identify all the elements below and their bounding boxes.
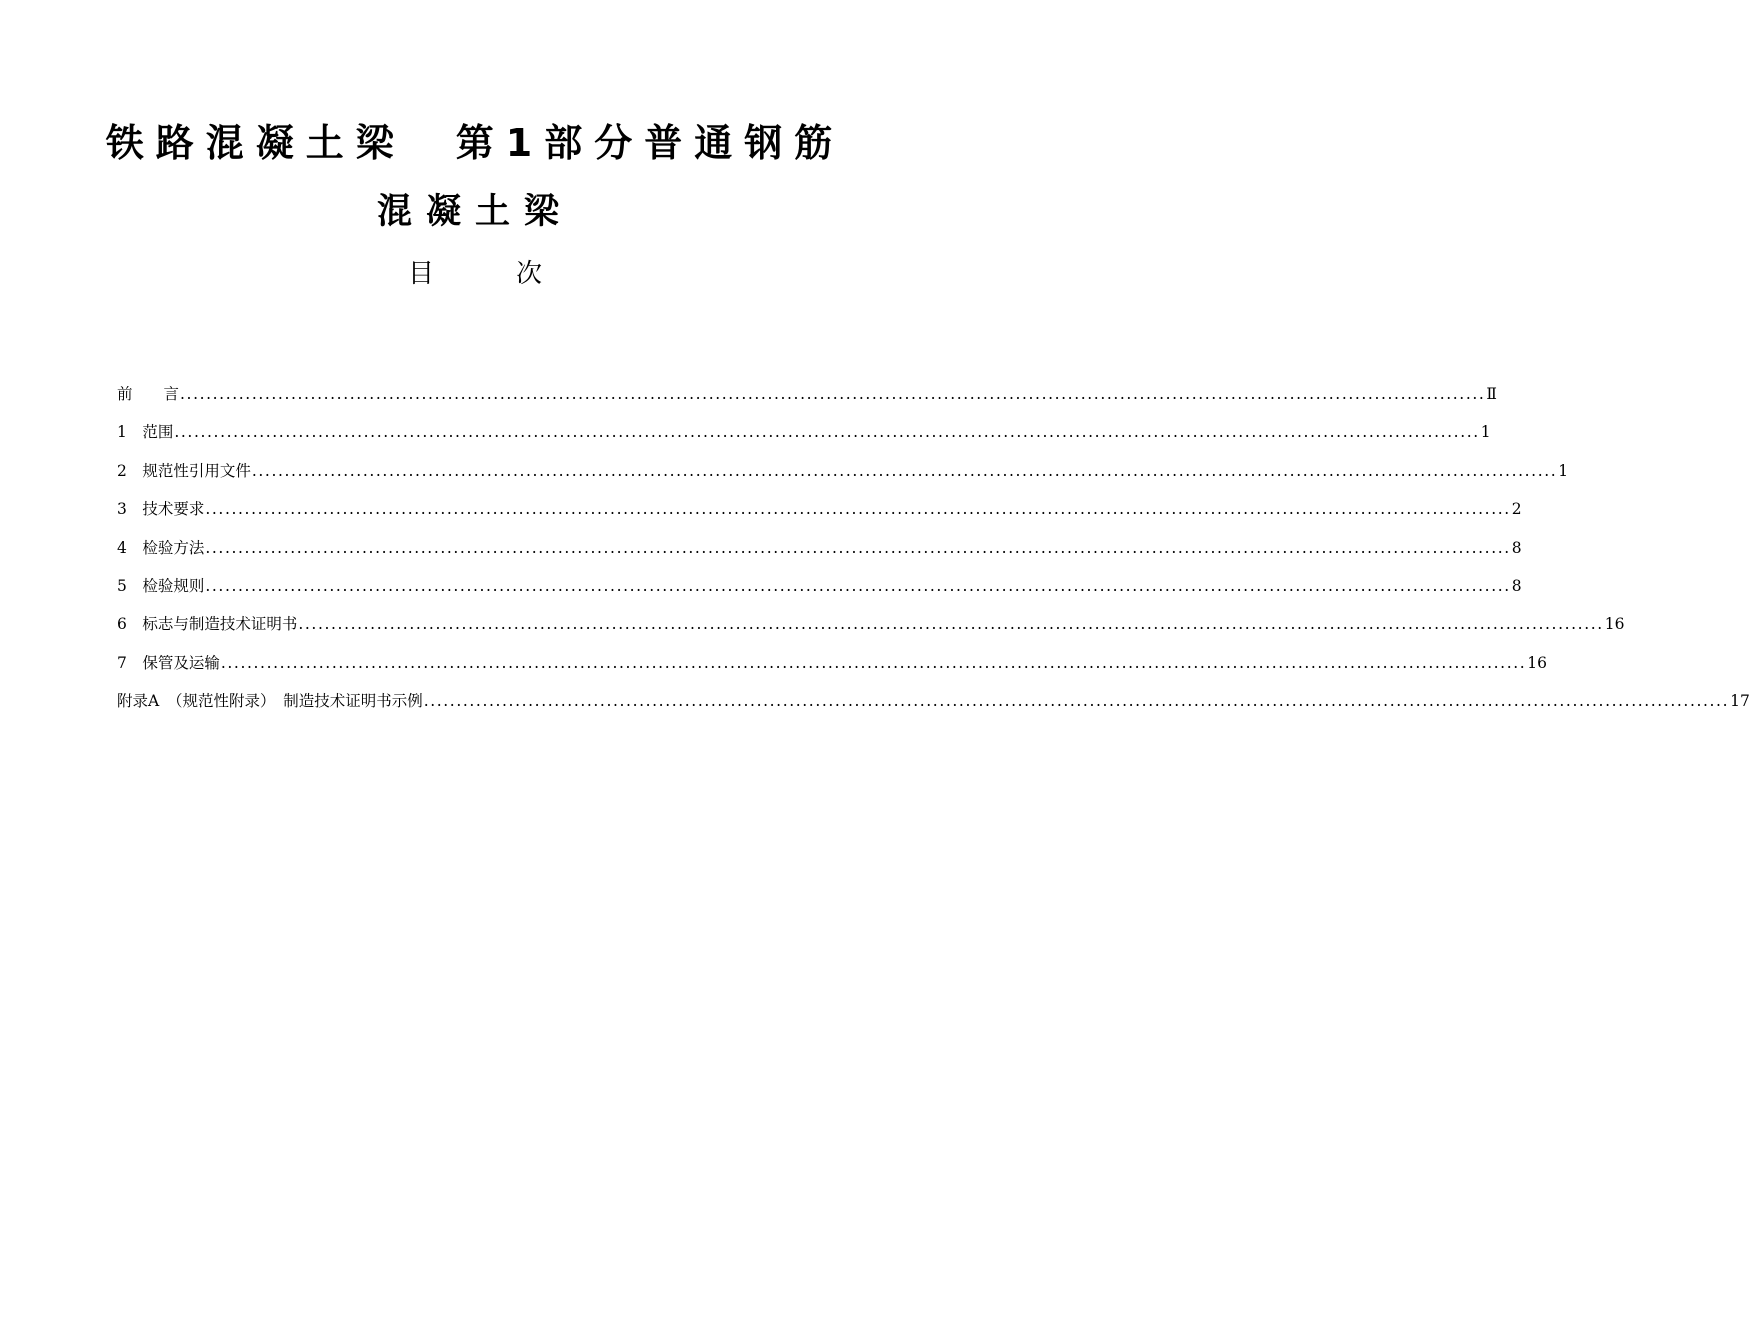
toc-entry-page: 2: [1511, 500, 1522, 519]
toc-entry-label: 6 标志与制造技术证明书: [117, 615, 298, 634]
table-of-contents: [117, 382, 1750, 728]
toc-entry-technical-requirements[interactable]: [117, 497, 1522, 535]
toc-entry-appendix-a[interactable]: [117, 689, 1750, 727]
toc-entry-page: 16: [1527, 653, 1548, 672]
toc-entry-label: 7 保管及运输: [117, 653, 220, 672]
toc-entry-label: 5 检验规则: [117, 576, 205, 595]
toc-entry-normative-references[interactable]: [117, 459, 1569, 497]
toc-dot-leader: ........................................................................................................................................................................................................: [205, 500, 1511, 519]
document-title-line-2: 混凝土梁: [376, 192, 573, 232]
toc-entry-inspection-rules[interactable]: [117, 574, 1522, 612]
toc-dot-leader: ........................................................................................................................................................................................................: [174, 423, 1480, 442]
toc-dot-leader: ........................................................................................................................................................................................................: [205, 576, 1511, 595]
toc-dot-leader: ........................................................................................................................................................................................................: [251, 461, 1558, 480]
toc-entry-label: 4 检验方法: [117, 538, 205, 557]
toc-entry-label: 3 技术要求: [117, 500, 205, 519]
toc-entry-label: 1 范围: [117, 423, 174, 442]
toc-entry-page: 17: [1730, 692, 1750, 711]
document-title-line-1: 铁路混凝土梁 第1部分普通钢筋: [105, 121, 845, 165]
toc-entry-label: 2 规范性引用文件: [117, 461, 251, 480]
toc-entry-page: Ⅱ: [1486, 385, 1497, 403]
toc-entry-label: 附录A （规范性附录） 制造技术证明书示例: [117, 692, 423, 711]
toc-dot-leader: ........................................................................................................................................................................................................: [205, 538, 1511, 557]
toc-entry-page: 1: [1558, 461, 1569, 480]
toc-entry-page: 1: [1480, 423, 1491, 442]
toc-entry-scope[interactable]: [117, 420, 1491, 458]
toc-entry-page: 16: [1604, 615, 1625, 634]
toc-dot-leader: ........................................................................................................................................................................................................: [180, 385, 1486, 403]
toc-entry-page: 8: [1511, 538, 1522, 557]
toc-entry-foreword[interactable]: [117, 382, 1497, 420]
toc-entry-page: 8: [1511, 576, 1522, 595]
toc-dot-leader: ........................................................................................................................................................................................................: [423, 692, 1730, 711]
toc-dot-leader: ........................................................................................................................................................................................................: [298, 615, 1604, 634]
toc-entry-storage-transport[interactable]: [117, 651, 1548, 689]
toc-entry-marking-certificate[interactable]: [117, 612, 1625, 650]
toc-entry-label: 前 言: [117, 385, 180, 403]
toc-entry-test-methods[interactable]: [117, 536, 1522, 574]
toc-heading: 目 次: [407, 259, 570, 289]
toc-dot-leader: ........................................................................................................................................................................................................: [220, 653, 1527, 672]
